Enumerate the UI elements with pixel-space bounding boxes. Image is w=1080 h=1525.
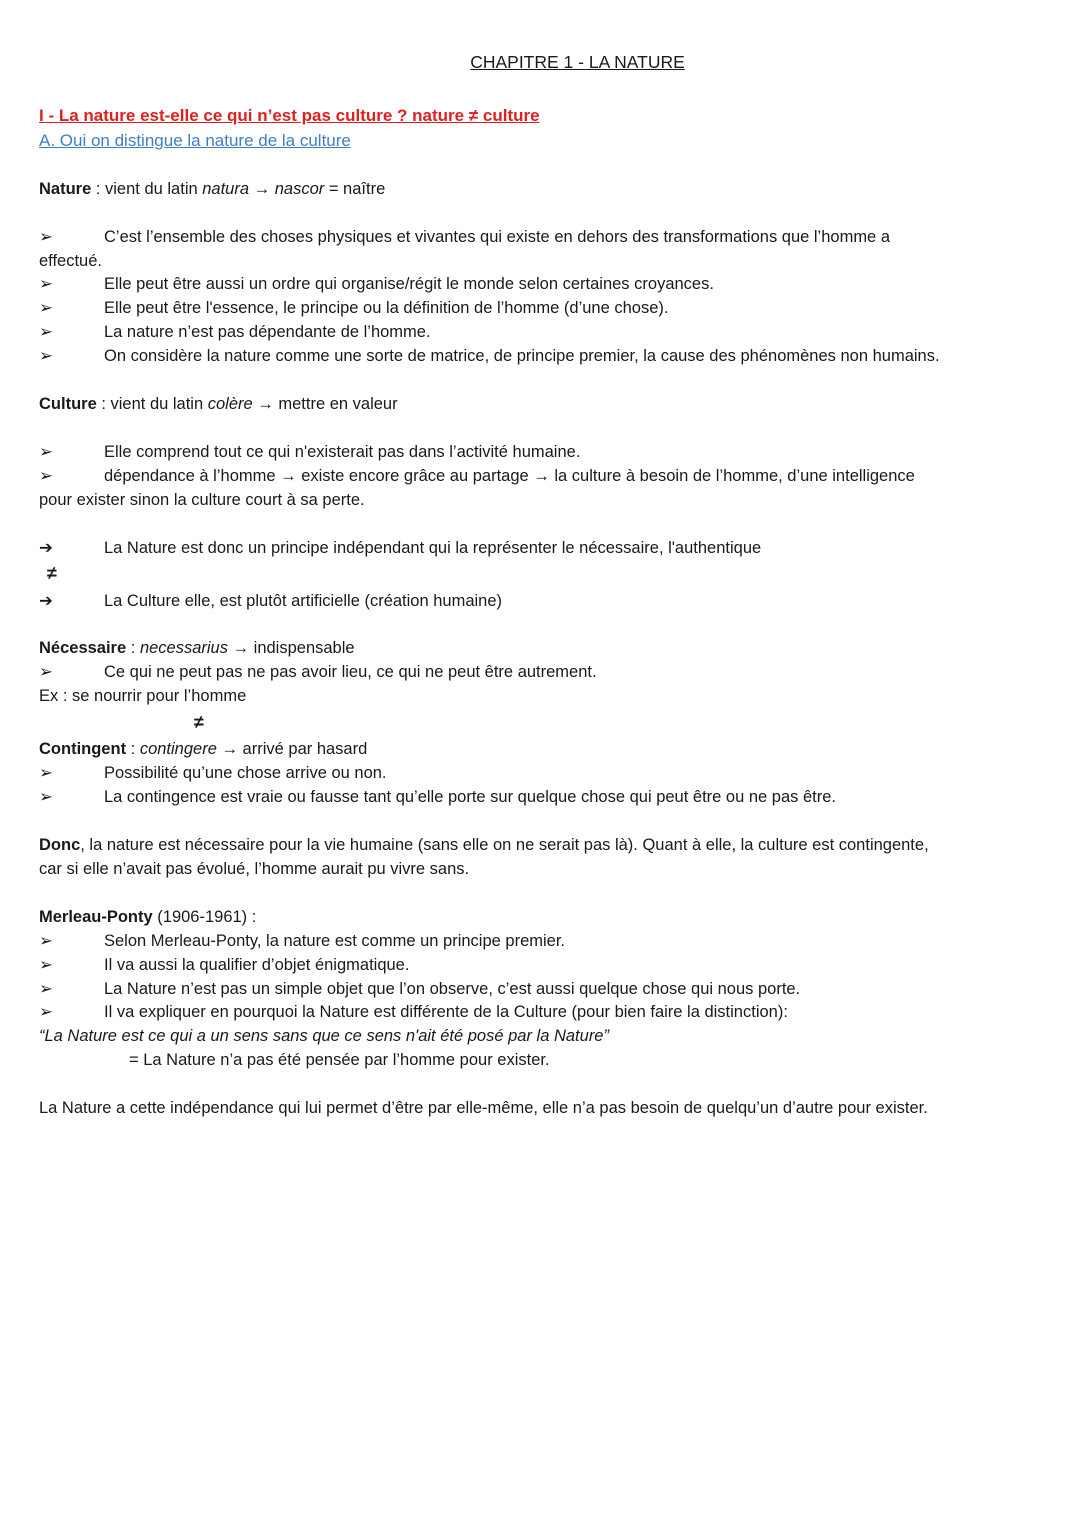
bullet-icon: ➢ [39,788,53,806]
merleau-bullet: Il va expliquer en pourquoi la Nature est différente de la Culture (pour bien faire la distinction): [104,1003,788,1021]
necessaire-bullet: Ce qui ne peut pas ne pas avoir lieu, ce qui ne peut être autrement. [104,663,597,681]
necessaire-rest: → indispensable [227,639,355,657]
bullet-icon: ➢ [39,663,53,681]
nature-bullet: La nature n’est pas dépendante de l’homme. [104,323,431,341]
culture-def-end: → mettre en valeur [252,395,398,413]
culture-bullet-wrap: pour exister sinon la culture court à sa perte. [39,491,365,509]
culture-term: Culture [39,395,97,413]
conclusion-paragraph: La Nature a cette indépendance qui lui permet d’être par elle-même, elle n’a pas besoin de quelqu’un d’autre pour exister. [39,1099,928,1117]
bullet-icon: ➢ [39,347,53,365]
nature-def-end: = naître [324,180,386,198]
donc-line1: , la nature est nécessaire pour la vie humaine (sans elle on ne serait pas là). Quant à elle, la culture est contingente, [80,836,929,854]
nature-bullet: Elle peut être l'essence, le principe ou la définition de l’homme (d’une chose). [104,299,669,317]
merleau-quote: “La Nature est ce qui a un sens sans que ce sens n'ait été posé par la Nature” [39,1027,609,1045]
necessaire-example: Ex : se nourrir pour l’homme [39,687,247,705]
nature-def-text: : vient du latin [91,180,203,198]
culture-bullet: Elle comprend tout ce qui n'existerait pas dans l’activité humaine. [104,443,581,461]
contingent-rest: → arrivé par hasard [216,740,368,758]
donc-term: Donc [39,836,81,854]
culture-latin: colère [207,395,253,413]
donc-line2: car si elle n’avait pas évolué, l’homme aurait pu vivre sans. [39,860,470,878]
arrow-bullet-icon: ➔ [39,539,53,557]
nature-bullet-wrap: effectué. [39,252,102,270]
not-equal-icon: ≠ [47,563,57,583]
bullet-icon: ➢ [39,956,53,974]
arrow-bullet-icon: ➔ [39,592,53,610]
bullet-icon: ➢ [39,467,53,485]
merleau-heading [39,907,256,927]
bullet-icon: ➢ [39,932,53,950]
nature-bullet: Elle peut être aussi un ordre qui organise/régit le monde selon certaines croyances. [104,275,714,293]
contingent-definition [39,739,367,759]
nature-definition [39,179,385,199]
not-equal-icon: ≠ [194,712,204,732]
necessaire-latin: necessarius [139,639,228,657]
merleau-term: Merleau-Ponty [39,908,153,926]
contingent-latin: contingere [139,740,217,758]
comparison-culture: La Culture elle, est plutôt artificielle (création humaine) [104,592,503,610]
culture-definition [39,394,398,414]
nature-bullet: C’est l’ensemble des choses physiques et vivantes qui existe en dehors des transformations que l’homme a [104,228,890,246]
bullet-icon: ➢ [39,323,53,341]
donc-paragraph [39,835,929,855]
culture-def-text: : vient du latin [96,395,208,413]
nature-latin2: nascor [274,180,325,198]
nature-latin: natura [202,180,250,198]
bullet-icon: ➢ [39,764,53,782]
bullet-icon: ➢ [39,1003,53,1021]
necessaire-sep: : [126,639,140,657]
nature-bullet: On considère la nature comme une sorte de matrice, de principe premier, la cause des phénomènes non humains. [104,347,940,365]
necessaire-definition [39,638,355,658]
culture-bullet: dépendance à l’homme → existe encore grâce au partage → la culture à besoin de l’homme, d’une intelligence [104,467,915,485]
nature-term: Nature [39,180,92,198]
bullet-icon: ➢ [39,228,53,246]
subsection-heading: A. Oui on distingue la nature de la culture [39,131,351,150]
section-heading: I - La nature est-elle ce qui n’est pas culture ? nature ≠ culture [39,106,540,125]
contingent-bullet: Possibilité qu’une chose arrive ou non. [104,764,387,782]
necessaire-term: Nécessaire [39,639,127,657]
contingent-bullet: La contingence est vraie ou fausse tant qu’elle porte sur quelque chose qui peut être ou ne pas être. [104,788,836,806]
merleau-bullet: Il va aussi la qualifier d’objet énigmatique. [104,956,410,974]
merleau-bullet: Selon Merleau-Ponty, la nature est comme un principe premier. [104,932,566,950]
page-title: CHAPITRE 1 - LA NATURE [470,52,685,72]
nature-arrow: → [249,180,275,198]
bullet-icon: ➢ [39,443,53,461]
bullet-icon: ➢ [39,299,53,317]
comparison-nature: La Nature est donc un principe indépendant qui la représenter le nécessaire, l'authentique [104,539,762,557]
merleau-explanation: = La Nature n’a pas été pensée par l’homme pour exister. [129,1051,550,1069]
contingent-sep: : [126,740,140,758]
merleau-bullet: La Nature n’est pas un simple objet que l’on observe, c’est aussi quelque chose qui nous porte. [104,980,801,998]
merleau-dates: (1906-1961) : [152,908,257,926]
bullet-icon: ➢ [39,275,53,293]
bullet-icon: ➢ [39,980,53,998]
contingent-term: Contingent [39,740,127,758]
